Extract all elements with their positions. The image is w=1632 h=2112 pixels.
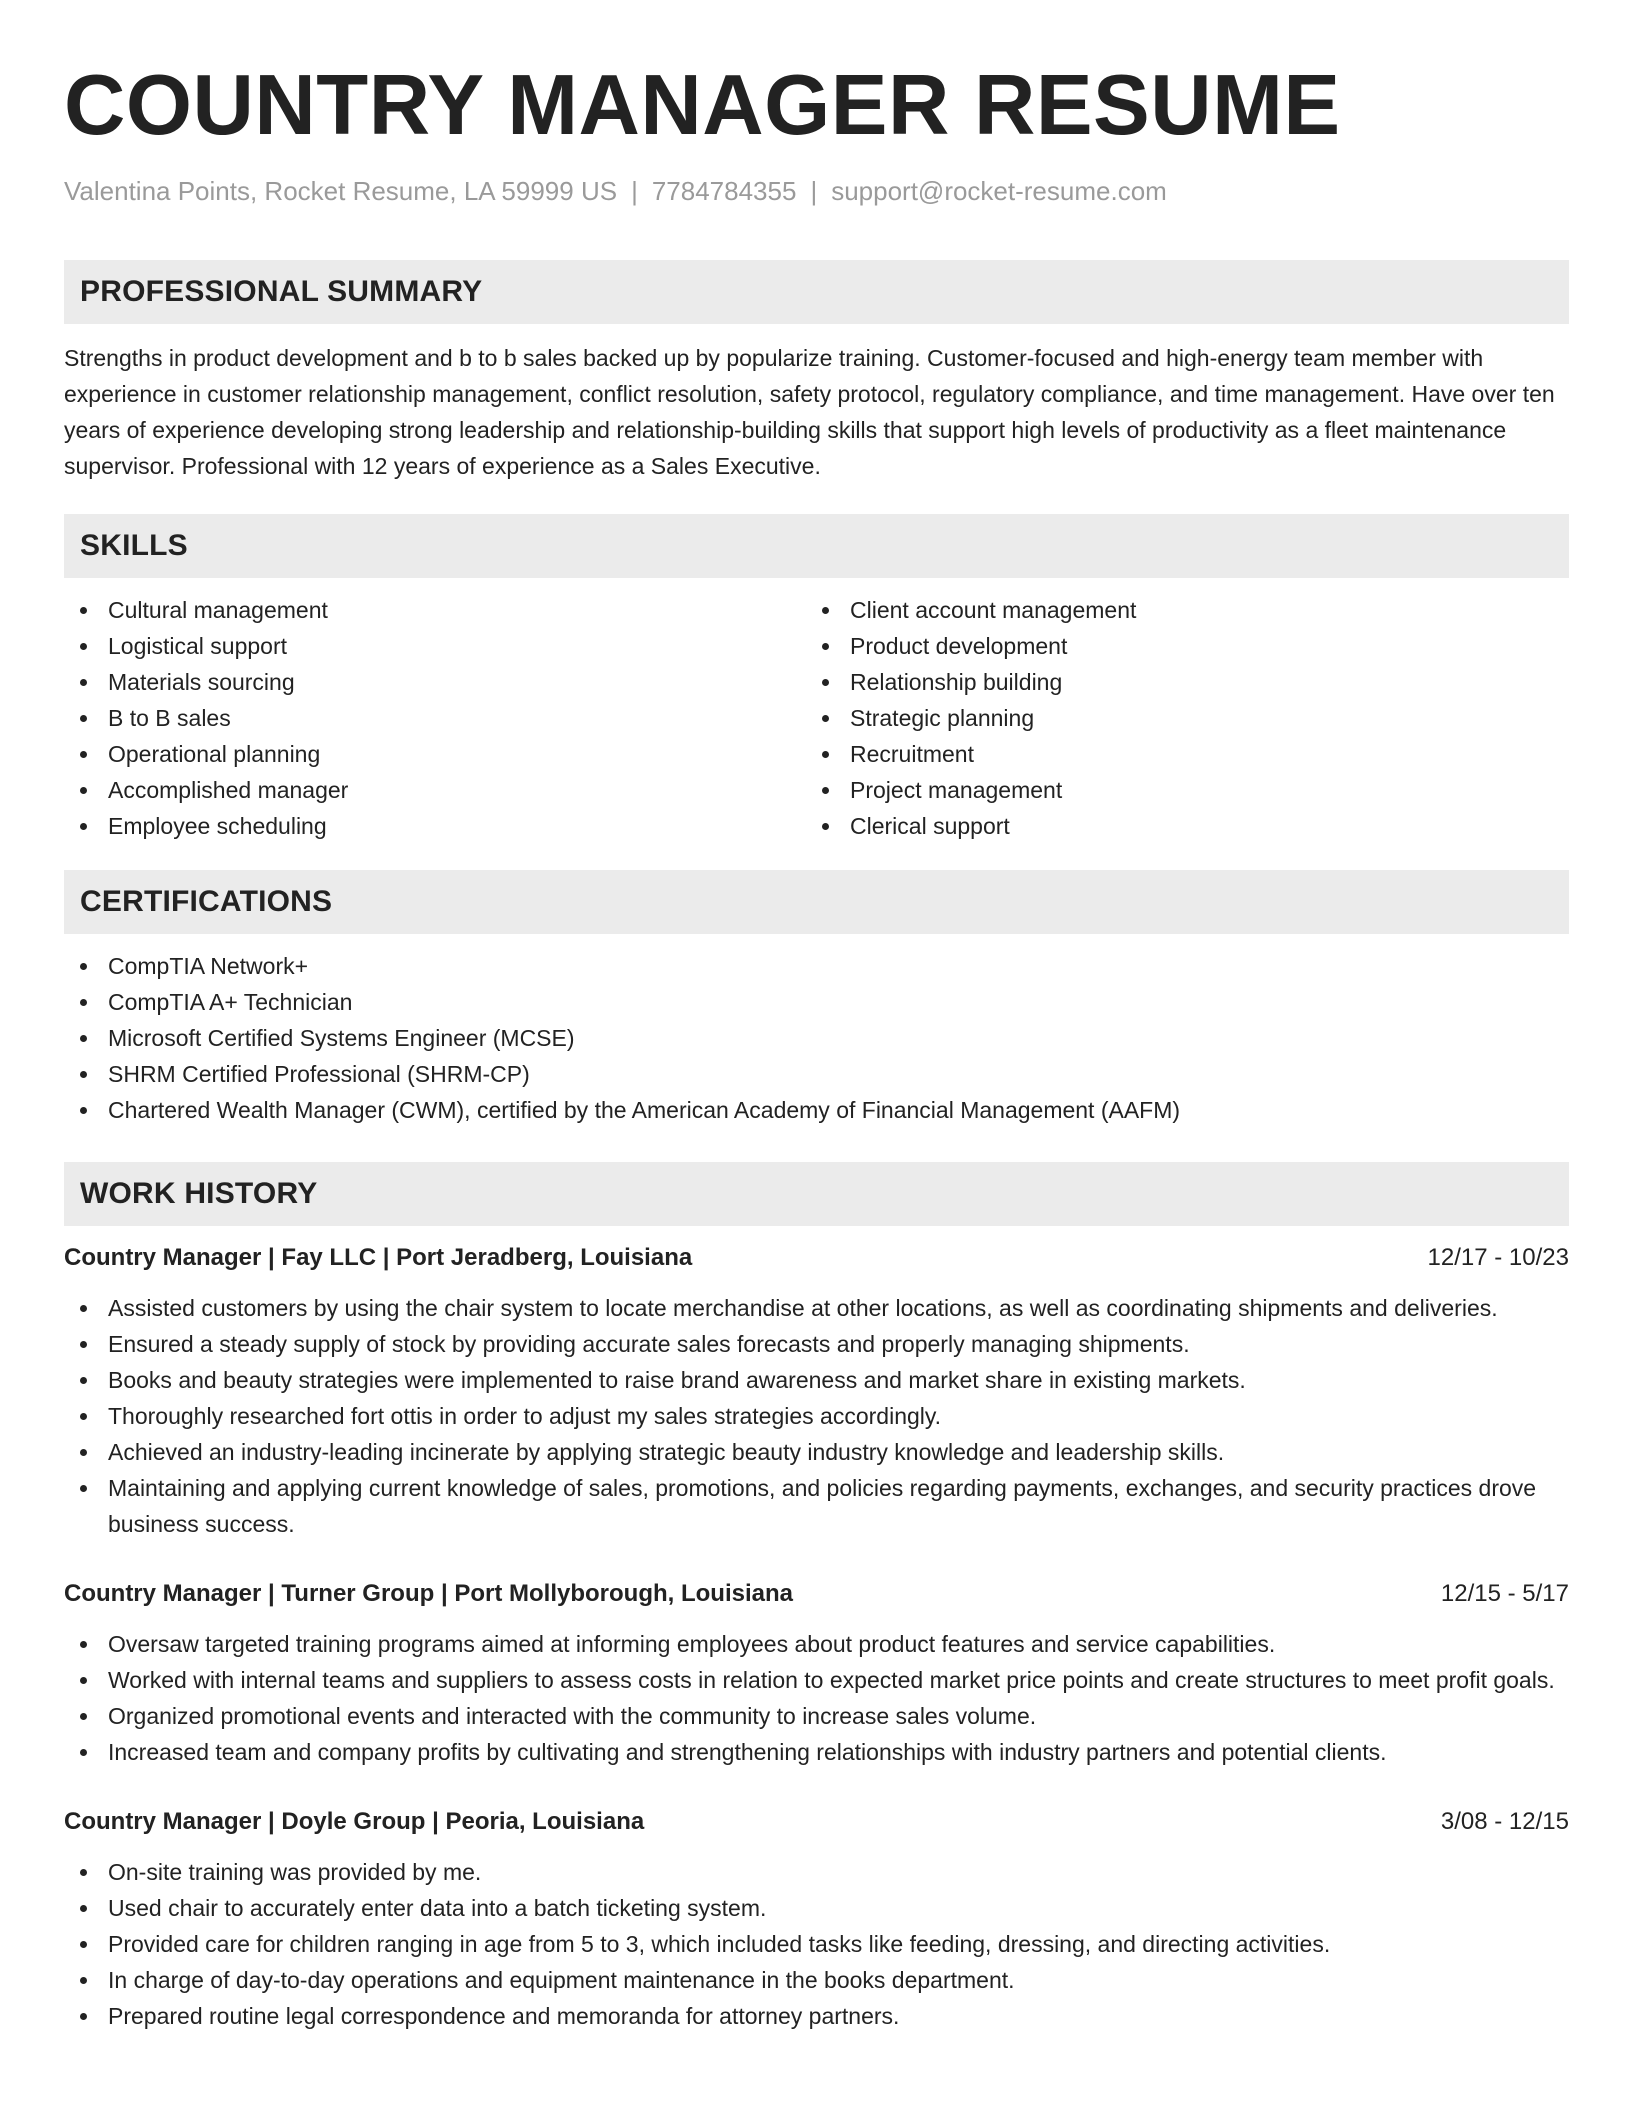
skill-item: Relationship building — [806, 664, 1548, 700]
job-bullet: Used chair to accurately enter data into a batch ticketing system. — [64, 1890, 1569, 1926]
job-bullet: On-site training was provided by me. — [64, 1854, 1569, 1890]
job-bullet: Organized promotional events and interacted with the community to increase sales volume. — [64, 1698, 1569, 1734]
certifications-list — [64, 948, 1569, 1128]
skill-item: Product development — [806, 628, 1548, 664]
job-bullet: Assisted customers by using the chair system to locate merchandise at other locations, as well as coordinating shipments and deliveries. — [64, 1290, 1569, 1326]
job-entry — [64, 1240, 1569, 1542]
contact-separator: | — [631, 176, 638, 206]
skill-item: Accomplished manager — [64, 772, 806, 808]
skill-item: Client account management — [806, 592, 1548, 628]
summary-text: Strengths in product development and b to b sales backed up by popularize training. Customer-focused and high-energy team member with experience in customer relationship management, conflict resolution, safety protocol, regulatory compliance, and time management. Have over ten years of experience developing strong leadership and relationship-building skills that support high levels of productivity as a fleet maintenance supervisor. Professional with 12 years of experience as a Sales Executive. — [64, 345, 1555, 479]
skills-column-right — [806, 592, 1548, 844]
job-bullets — [64, 1854, 1569, 2034]
job-bullet: Increased team and company profits by cultivating and strengthening relationships with industry partners and potential clients. — [64, 1734, 1569, 1770]
job-header — [64, 1240, 1569, 1276]
skills-column-left — [64, 592, 806, 844]
job-dates: 12/17 - 10/23 — [1427, 1244, 1569, 1271]
job-bullet: Provided care for children ranging in age from 5 to 3, which included tasks like feeding, dressing, and directing activities. — [64, 1926, 1569, 1962]
skills-list-right — [806, 592, 1548, 844]
contact-separator: | — [810, 176, 818, 206]
contact-email: support@rocket-resume.com — [831, 176, 1167, 206]
work-history-heading: WORK HISTORY — [80, 1177, 318, 1210]
summary-heading: PROFESSIONAL SUMMARY — [80, 275, 483, 308]
certification-item: Chartered Wealth Manager (CWM), certified by the American Academy of Financial Management (AAFM) — [64, 1092, 1569, 1128]
certification-item: CompTIA Network+ — [64, 948, 1569, 984]
skill-item: Recruitment — [806, 736, 1548, 772]
job-bullet: Thoroughly researched fort ottis in order to adjust my sales strategies accordingly. — [64, 1398, 1569, 1434]
job-title: Country Manager | Fay LLC | Port Jeradberg, Louisiana — [64, 1244, 693, 1271]
skills-grid — [64, 592, 1569, 844]
job-dates: 3/08 - 12/15 — [1440, 1808, 1569, 1835]
job-entry — [64, 1804, 1569, 2034]
job-header — [64, 1576, 1569, 1612]
summary-section-header — [64, 260, 1569, 324]
job-entry — [64, 1576, 1569, 1770]
skill-item: Materials sourcing — [64, 664, 806, 700]
skill-item: Clerical support — [806, 808, 1548, 844]
job-bullets — [64, 1626, 1569, 1770]
skill-item: Strategic planning — [806, 700, 1548, 736]
certification-item: Microsoft Certified Systems Engineer (MCSE) — [64, 1020, 1569, 1056]
job-bullet: Achieved an industry-leading incinerate by applying strategic beauty industry knowledge and leadership skills. — [64, 1434, 1569, 1470]
skill-item: B to B sales — [64, 700, 806, 736]
job-dates: 12/15 - 5/17 — [1440, 1580, 1569, 1607]
job-header — [64, 1804, 1569, 1840]
job-bullet: Oversaw targeted training programs aimed at informing employees about product features and service capabilities. — [64, 1626, 1569, 1662]
contact-address: Valentina Points, Rocket Resume, LA 59999 US — [64, 176, 618, 206]
job-bullet: In charge of day-to-day operations and equipment maintenance in the books department. — [64, 1962, 1569, 1998]
work-history-section-header — [64, 1162, 1569, 1226]
skill-item: Project management — [806, 772, 1548, 808]
skill-item: Employee scheduling — [64, 808, 806, 844]
job-bullet: Maintaining and applying current knowledge of sales, promotions, and policies regarding payments, exchanges, and security practices drove business success. — [64, 1470, 1569, 1542]
job-bullet: Prepared routine legal correspondence and memoranda for attorney partners. — [64, 1998, 1569, 2034]
certification-item: SHRM Certified Professional (SHRM-CP) — [64, 1056, 1569, 1092]
skills-section-header — [64, 514, 1569, 578]
skills-list-left — [64, 592, 806, 844]
certifications-heading: CERTIFICATIONS — [80, 885, 333, 918]
job-bullet: Books and beauty strategies were implemented to raise brand awareness and market share in existing markets. — [64, 1362, 1569, 1398]
job-title: Country Manager | Turner Group | Port Mollyborough, Louisiana — [64, 1580, 793, 1607]
skill-item: Operational planning — [64, 736, 806, 772]
certifications-section-header — [64, 870, 1569, 934]
job-bullet: Worked with internal teams and suppliers to assess costs in relation to expected market price points and create structures to meet profit goals. — [64, 1662, 1569, 1698]
job-title: Country Manager | Doyle Group | Peoria, Louisiana — [64, 1808, 645, 1835]
skills-heading: SKILLS — [80, 529, 188, 562]
resume-title: COUNTRY MANAGER RESUME — [64, 58, 1341, 153]
certification-item: CompTIA A+ Technician — [64, 984, 1569, 1020]
skill-item: Cultural management — [64, 592, 806, 628]
job-bullets — [64, 1290, 1569, 1542]
contact-phone: 7784784355 — [651, 176, 797, 206]
skill-item: Logistical support — [64, 628, 806, 664]
contact-line — [64, 174, 1569, 208]
job-bullet: Ensured a steady supply of stock by providing accurate sales forecasts and properly managing shipments. — [64, 1326, 1569, 1362]
